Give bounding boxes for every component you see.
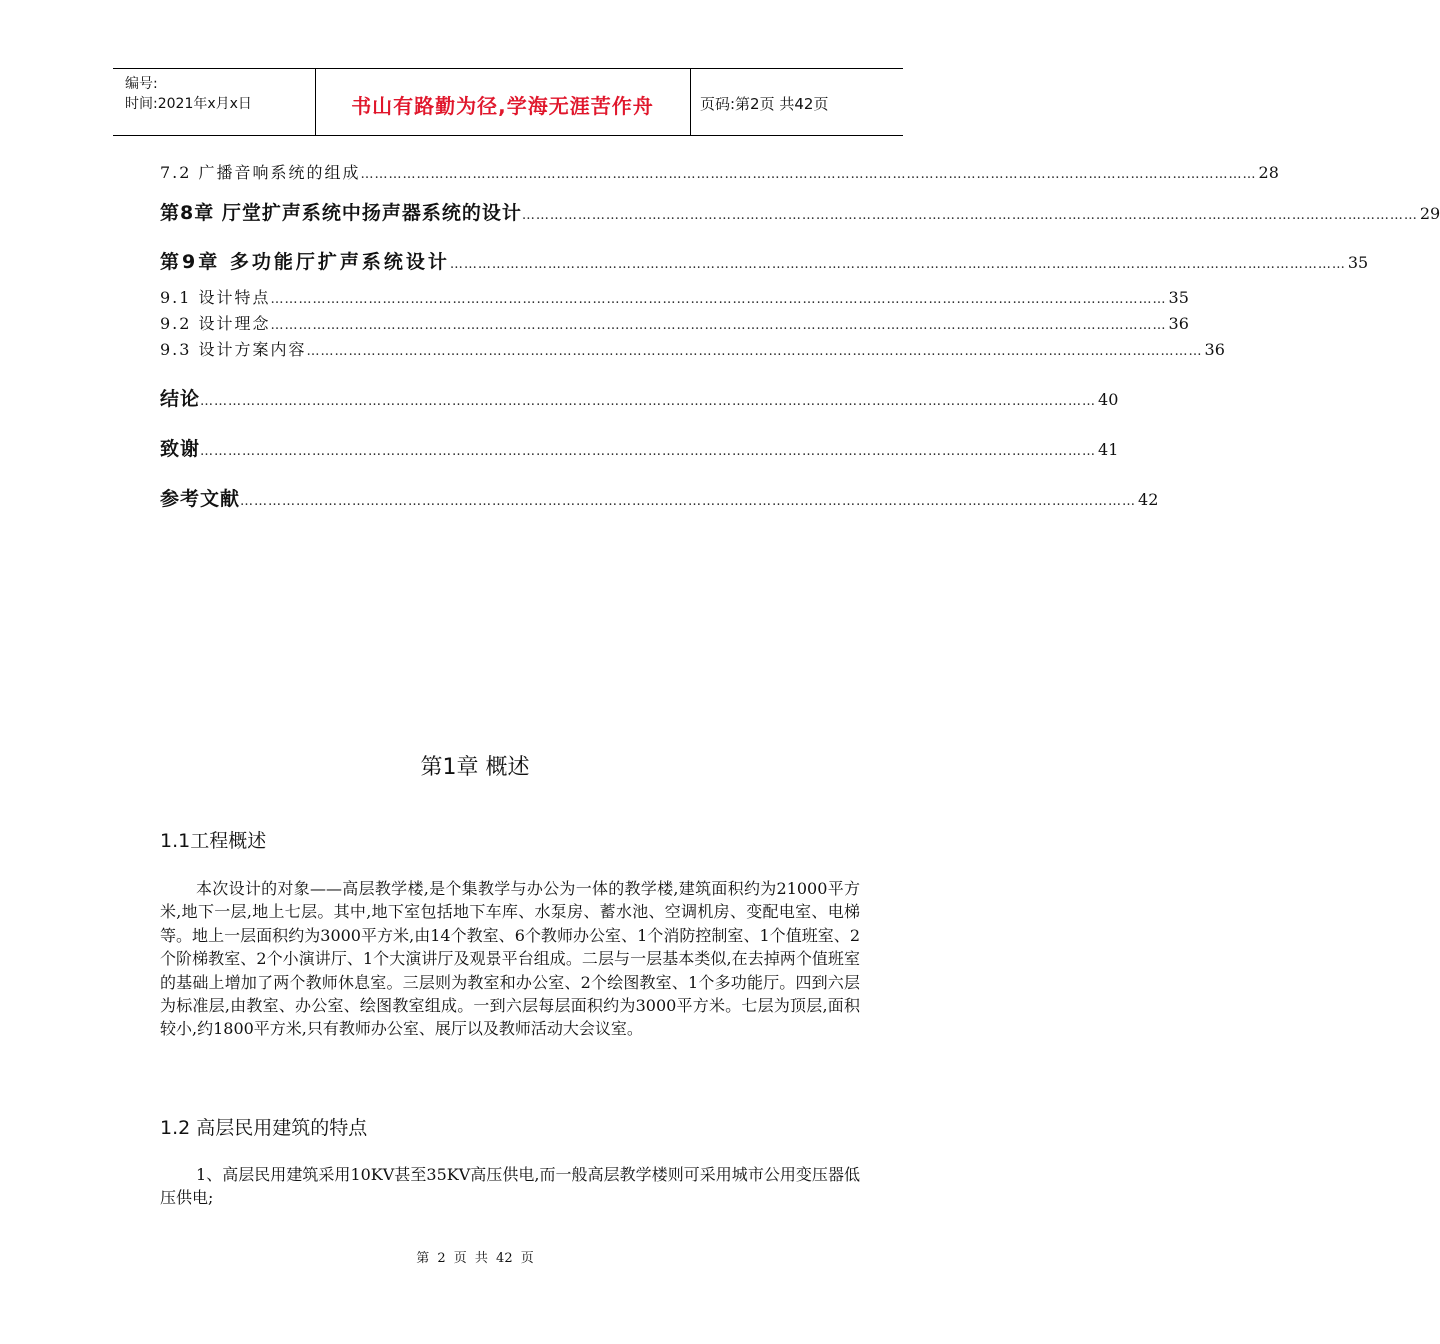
section-title: 1.1工程概述 bbox=[160, 830, 267, 852]
toc-entry-title: 9.1 设计特点 bbox=[160, 288, 271, 307]
chapter-title: 第1章 概述 bbox=[420, 755, 530, 780]
toc-entry[interactable] bbox=[160, 434, 1119, 461]
toc-entry-title: 9.2 设计理念 bbox=[160, 314, 271, 333]
toc-entry-title: 第9章 多功能厅扩声系统设计 bbox=[160, 251, 450, 273]
header-meta-cell bbox=[113, 69, 316, 135]
toc-entry[interactable] bbox=[160, 311, 1189, 334]
header-motto-cell bbox=[315, 69, 691, 135]
toc-entry-page: 35 bbox=[1168, 288, 1189, 307]
toc-entry-title: 参考文献 bbox=[160, 488, 241, 510]
toc-leader: ………………………………………………………………………………………………………………………………………………………………………… bbox=[360, 167, 1257, 182]
toc-entry-page: 28 bbox=[1258, 163, 1279, 182]
toc-entry[interactable] bbox=[160, 384, 1119, 411]
toc-entry-page: 42 bbox=[1138, 490, 1159, 509]
toc-entry[interactable] bbox=[160, 484, 1159, 511]
toc-entry-title: 7.2 广播音响系统的组成 bbox=[160, 163, 361, 182]
toc-entry-page: 36 bbox=[1204, 340, 1225, 359]
toc-leader: ………………………………………………………………………………………………………………………………………………………………………… bbox=[270, 292, 1167, 307]
toc-leader: ………………………………………………………………………………………………………………………………………………………………………… bbox=[200, 444, 1097, 459]
toc-entry-title: 9.3 设计方案内容 bbox=[160, 340, 307, 359]
section-paragraph: 本次设计的对象——高层教学楼,是个集教学与办公为一体的教学楼,建筑面积约为21000平方米,地下一层,地上七层。其中,地下室包括地下车库、水泵房、蓄水池、空调机房、变配电室、电梯等。地上一层面积约为3000平方米,由14个教室、6个教师办公室、1个消防控制室、1个值班室、2个阶梯教室、2个小演讲厅、1个大演讲厅及观景平台组成。二层与一层基本类似,在去掉两个值班室的基础上增加了两个教师休息室。三层则为教室和办公室、2个绘图教室、1个多功能厅。四到六层为标准层,由教室、办公室、绘图教室组成。一到六层每层面积约为3000平方米。七层为顶层,面积较小,约1800平方米,只有教师办公室、展厅以及教师活动大会议室。 bbox=[160, 879, 860, 1039]
page-footer: 第 2 页 共 42 页 bbox=[416, 1251, 534, 1266]
section-title: 1.2 高层民用建筑的特点 bbox=[160, 1117, 368, 1139]
toc-entry-page: 36 bbox=[1168, 314, 1189, 333]
toc-leader: ………………………………………………………………………………………………………………………………………………………………………… bbox=[270, 318, 1167, 333]
toc-leader: ………………………………………………………………………………………………………………………………………………………………………… bbox=[200, 394, 1097, 409]
toc-entry[interactable] bbox=[160, 337, 1225, 360]
toc-entry-title: 结论 bbox=[160, 388, 201, 410]
toc-leader: ………………………………………………………………………………………………………………………………………………………………………… bbox=[240, 494, 1137, 509]
toc-entry-page: 35 bbox=[1347, 253, 1369, 272]
number-label: 编号: bbox=[125, 76, 158, 92]
time-label: 时间:2021年x月x日 bbox=[125, 96, 252, 112]
toc-entry[interactable] bbox=[160, 198, 1440, 225]
toc-entry-page: 29 bbox=[1419, 204, 1440, 223]
toc-leader: ………………………………………………………………………………………………………………………………………………………………………… bbox=[521, 208, 1418, 223]
toc-entry[interactable] bbox=[160, 160, 1279, 183]
toc-entry-title: 致谢 bbox=[160, 438, 201, 460]
page-info: 页码:第2页 共42页 bbox=[700, 95, 829, 113]
toc-entry-page: 41 bbox=[1098, 440, 1119, 459]
toc-entry-page: 40 bbox=[1098, 390, 1119, 409]
toc-leader: ………………………………………………………………………………………………………………………………………………………………………… bbox=[306, 344, 1203, 359]
toc-entry[interactable] bbox=[160, 285, 1189, 308]
page-header bbox=[113, 68, 903, 136]
toc-entry-title: 第8章 厅堂扩声系统中扬声器系统的设计 bbox=[160, 202, 522, 224]
toc-leader: ………………………………………………………………………………………………………………………………………………………………………… bbox=[449, 257, 1346, 272]
toc-entry[interactable] bbox=[160, 247, 1369, 274]
motto-text: 书山有路勤为径,学海无涯苦作舟 bbox=[351, 94, 654, 118]
header-page-cell bbox=[690, 69, 903, 135]
section-paragraph: 1、高层民用建筑采用10KV甚至35KV高压供电,而一般高层教学楼则可采用城市公用变压器低压供电; bbox=[160, 1165, 860, 1208]
